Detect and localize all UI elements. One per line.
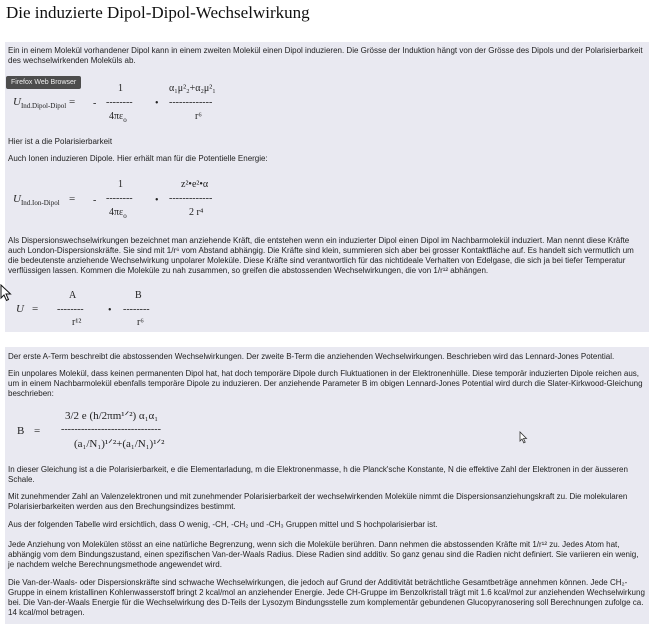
nonpolar-paragraph: Ein unpolares Molekül, dass keinen permanenten Dipol hat, hat doch temporäre Dipole durch Fluktuationen in der Elektronenhülle. Diese temporär induzierten Dipole reichen aus, um in einem Nachbarmolekül ebenfalls temporäre Dipole zu induzieren. Der anziehende Parameter B im obigen Lennard-Jones Potential wird durch die Slater-Kirkwood-Gleichung beschrieben: bbox=[8, 369, 643, 398]
table-note: Aus der folgenden Tabelle wird ersichtlich, dass O wenig, -CH, -CH₂ und -CH₃ Gruppen mittel und S hochpolarisierbar ist. bbox=[8, 520, 438, 529]
formula-numerator: 1 bbox=[118, 179, 123, 190]
intro-paragraph: Ein in einem Molekül vorhandener Dipol kann in einem zweiten Molekül einen Dipol induzieren. Die Grösse der Induktion hängt von der Grösse des Dipols und der Polarisierbarkeit des wechselwirkenden Moleküls ab. bbox=[8, 46, 643, 65]
formula-fraction-line: -------- bbox=[106, 193, 133, 204]
formula-numerator: 1 bbox=[118, 83, 123, 94]
formula-lhs: U bbox=[16, 303, 24, 315]
ion-dipole-intro: Auch Ionen induzieren Dipole. Hier erhält man für die Potentielle Energie: bbox=[8, 154, 268, 163]
vdw-radius-paragraph: Jede Anziehung von Molekülen stösst an eine natürliche Begrenzung, wenn sich die Moleküle berühren. Dann nehmen die abstossenden Kräfte mit 1/r¹² zu. Jedes Atom hat, abhängig vom dem Bindungszustand, einen spezifischen Van-der-Waals Radius. Diese Radien sind additiv. So ganz genau sind die Radien nicht definiert. Sie variieren ein wenig, je nachdem welche Berechnungsmethode angewendet wird. bbox=[8, 540, 639, 569]
vdw-energy-paragraph: Die Van-der-Waals- oder Dispersionskräfte sind schwache Wechselwirkungen, die jedoch auf Grund der Additivität beträchtliche Gesamtbeträge annehmen können. Jede CH₂-Gruppe in einem kristallinen Kohlenwasserstoff bringt 2 kcal/mol an anziehender Energie. Jede CH-Gruppe im Benzolkristall trägt mit 1.6 kcal/mol zur anziehenden Wechselwirkung bei. Die Van-der-Waals Energie für die Wechselwirkung des D-Teils der Lysozym Bindungsstelle zum komplementär gebundenen Glucopyranosering soll Berechnungen zufolge ca. 14 kcal/mol betragen. bbox=[8, 578, 645, 617]
formula-lhs: $U_{Ind.Dipol-Dipol}$ bbox=[13, 96, 67, 111]
formula-r6: r⁶ bbox=[137, 317, 144, 328]
formula-fraction-line: -------- bbox=[106, 97, 133, 108]
formula-numerator-2: α₁μ²₂+α₂μ²₁ bbox=[169, 83, 216, 94]
formula-denominator: $4\pi\varepsilon_o$ bbox=[109, 111, 127, 124]
formula-fraction-line-2: ------------- bbox=[169, 193, 213, 204]
formula-minus: - bbox=[93, 195, 97, 206]
formula-denominator: (a₁/N₁)¹ᐟ²+(a₁/N₁)¹ᐟ² bbox=[74, 438, 165, 450]
page-title: Die induzierte Dipol-Dipol-Wechselwirkung bbox=[6, 3, 310, 22]
formula-term-a: A bbox=[69, 290, 77, 301]
formula-dot: • bbox=[155, 98, 159, 109]
parameter-explanation: In dieser Gleichung ist a die Polarisierbarkeit, e die Elementarladung, m die Elektronenmasse, h die Planck'sche Konstante, N die effektive Zahl der Elektronen in der äusseren Schale. bbox=[8, 465, 628, 484]
browser-tooltip: Firefox Web Browser bbox=[6, 76, 81, 89]
formula-equals: = bbox=[69, 96, 76, 108]
formula-equals: = bbox=[34, 425, 41, 437]
valence-paragraph: Mit zunehmender Zahl an Valenzelektronen und mit zunehmender Polarisierbarkeit der wechselwirkenden Moleküle nimmt die Dispersionsanziehungskraft zu. Die molekularen Polarisierbarkeiten werden aus den Brechungsindizes bestimmt. bbox=[8, 492, 628, 511]
mouse-pointer-icon-secondary bbox=[519, 431, 528, 444]
formula-lhs: B bbox=[17, 425, 25, 437]
formula-term-b: B bbox=[135, 290, 142, 301]
content-box-induced-dipole bbox=[5, 42, 649, 332]
formula-denominator-2: r⁶ bbox=[195, 111, 202, 122]
formula-fraction-line-2: ------------- bbox=[169, 97, 213, 108]
formula-denominator-2: 2 r⁴ bbox=[189, 207, 204, 218]
formula-denominator: $4\pi\varepsilon_o$ bbox=[109, 207, 127, 220]
formula-r12: r¹² bbox=[72, 317, 82, 328]
formula-lhs: $U_{Ind.Ion-Dipol}$ bbox=[13, 193, 60, 208]
formula-equals: = bbox=[32, 303, 39, 315]
formula-numerator-2: z²•e²•α bbox=[181, 179, 209, 190]
content-box-dispersion bbox=[5, 347, 649, 624]
formula-numerator: 3/2 e (h/2πm¹ᐟ²) α₁α₁ bbox=[65, 410, 159, 422]
formula-dot: • bbox=[155, 195, 159, 206]
polarizability-note: Hier ist a die Polarisierbarkeit bbox=[8, 137, 113, 146]
formula-fraction-line-2: -------- bbox=[123, 304, 150, 315]
mouse-pointer-icon bbox=[0, 284, 12, 302]
formula-fraction-line: ------------------------------ bbox=[61, 424, 161, 435]
formula-dot: • bbox=[108, 305, 112, 316]
lennard-jones-paragraph: Der erste A-Term beschreibt die abstossenden Wechselwirkungen. Der zweite B-Term die anziehenden Wechselwirkungen. Beschrieben wird das Lennard-Jones Potential. bbox=[8, 352, 615, 361]
dispersion-paragraph: Als Dispersionswechselwirkungen bezeichnet man anziehende Kräft, die entstehen wenn ein induzierter Dipol einen Dipol im Nachbarmolekül induziert. Man nennt diese Kräfte auch London-Dispersionskräfte. Sie sind mit 1/r⁶ vom Abstand abhängig. Die Kräfte sind klein, summieren sich aber bei grosser Kontaktfläche auf. Es handelt sich vermutlich um die bedeutenste anziehende Wechselwirkung unpolarer Moleküle. Diese Kräfte sind verantwortlich für das nichtideale Verhalten von Edelgase, die sich ja bei tiefer Temperatur verflüssigen lassen. Kommen die Moleküle zu nah zusammen, so greifen die abstossenden Wechselwirkungen, die von 1/r¹² abhängen. bbox=[8, 236, 634, 275]
formula-minus: - bbox=[93, 98, 97, 109]
formula-equals: = bbox=[69, 193, 76, 205]
formula-fraction-line: -------- bbox=[57, 304, 84, 315]
